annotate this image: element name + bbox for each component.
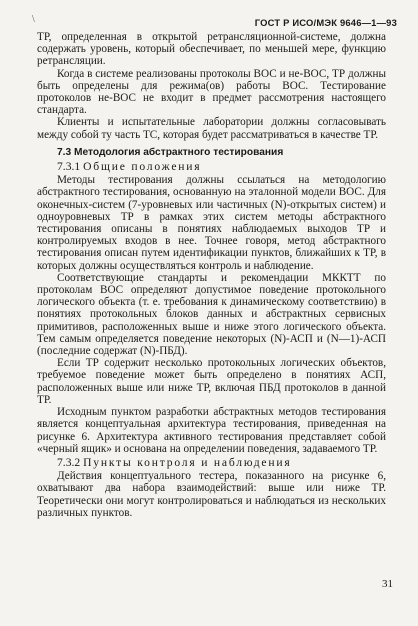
section-heading-7-3: 7.3 Методология абстрактного тестирования	[57, 146, 284, 158]
paragraph: Методы тестирования должны ссылаться на методологию абстрактного тестирования, основанную на эталонной модели ВОС. Для оконечных-систем (7-уровневых или частичных (N)-открытых систем) и одноуровневых ТР в рамках этих систем методы абстрактного тестирования описаны в понятиях наблюдаемых выходов ТР и контролируемых входов в нее. Точнее говоря, метод абстрактного тестирования описан путем идентификации пунктов, ближайших к ТР, в которых должны осуществляться контроль и наблюдение.	[37, 174, 386, 272]
paragraph: Когда в системе реализованы протоколы ВОС и не-ВОС, ТР должны быть определены для режима(ов) работы ВОС. Тестирование протоколов не-ВОС не входит в предмет рассмотрения настоящего стандарта.	[37, 67, 386, 117]
paragraph: Клиенты и испытательные лаборатории должны согласовывать между собой ту часть ТС, которая будет рассматриваться в качестве ТР.	[37, 116, 386, 141]
scan-mark: \	[32, 14, 35, 25]
paragraph: Исходным пунктом разработки абстрактных методов тестирования является концептуальная архитектура тестирования, приведенная на рисунке 6. Архитектура активного тестирования представляет собой «черный ящик» и основана на определении поведения, задаваемого ТР.	[37, 406, 386, 455]
paragraph: Если ТР содержит несколько протокольных логических объектов, требуемое поведение может быть определено в понятиях АСП, расположенных выше или ниже ТР, включая ПБД протоколов в данной ТР.	[37, 357, 386, 406]
section-heading-7-3-2	[57, 457, 386, 469]
body-text	[37, 31, 386, 519]
section-number: 7.3.2	[57, 455, 81, 469]
section-number: 7.3.1	[57, 160, 81, 174]
page-number: 31	[382, 578, 393, 590]
paragraph: ТР, определенная в открытой ретрансляционной-системе, должна содержать уровень, который обеспечивает, по меньшей мере, функцию ретрансляции.	[37, 31, 386, 68]
page-header: ГОСТ Р ИСО/МЭК 9646—1—93	[254, 17, 397, 28]
paragraph: Соответствующие стандарты и рекомендации МККТТ по протоколам ВОС определяют допустимое поведение протокольного логического объекта (т. е. требования к динамическому соответствию) в понятиях протокольных блоков данных и абстрактных сервисных примитивов, расположенных выше и ниже этого логического объекта. Тем самым определяется поведение некоторых (N)-АСП и (N—1)-АСП (последние содержат (N)-ПБД).	[37, 271, 386, 358]
section-heading-7-3-1	[57, 161, 386, 173]
paragraph: Действия концептуального тестера, показанного на рисунке 6, охватывают два набора взаимодействий: выше или ниже ТР. Теоретически они могут контролироваться и наблюдаться из нескольких различных пунктов.	[37, 470, 386, 519]
section-title: Общие положения	[83, 160, 202, 174]
section-title: Пункты контроля и наблюдения	[83, 455, 292, 469]
